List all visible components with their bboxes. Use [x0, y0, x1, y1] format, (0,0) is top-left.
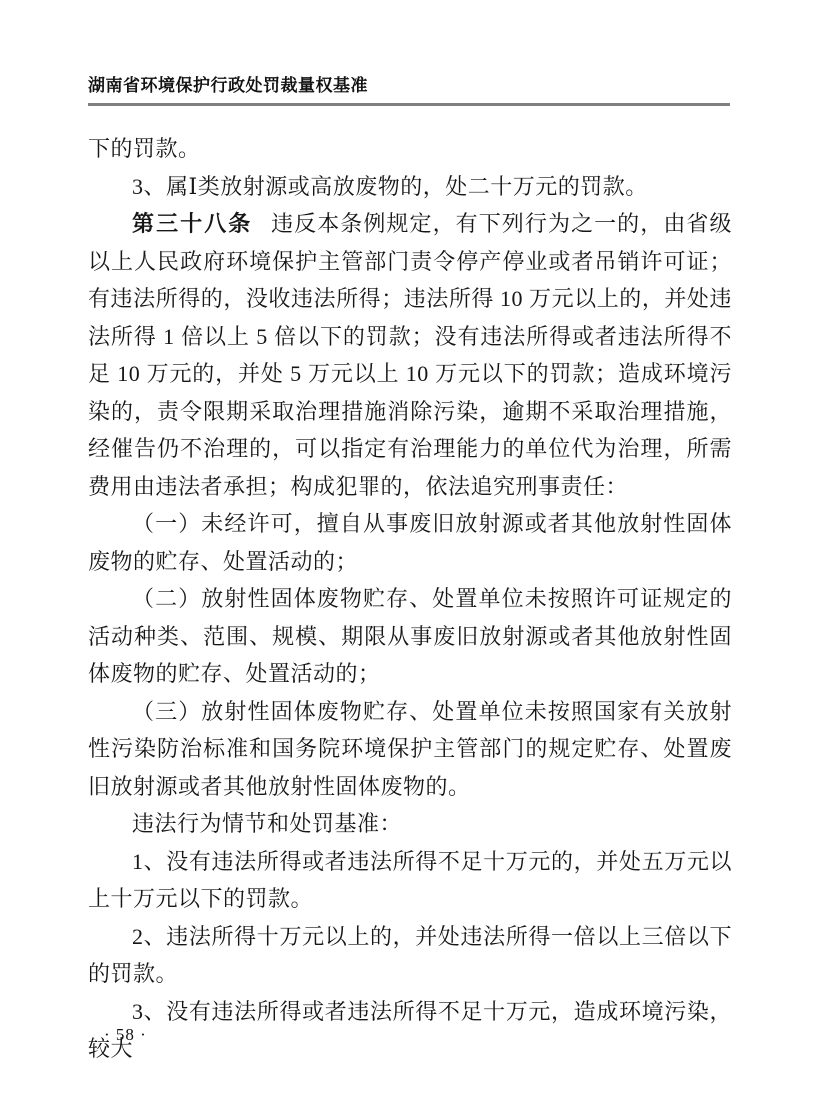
paragraph-penalty-item-2: 2、违法所得十万元以上的，并处违法所得一倍以上三倍以下的罚款。 — [88, 923, 732, 986]
article-38-text: 违反本条例规定，有下列行为之一的，由省级以上人民政府环境保护主管部门责令停产停业或者吊销许可证；有违法所得的，没收违法所得；违法所得 10 万元以上的，并处违法所得 1 倍以上 5 倍以下的罚款；没有违法所得或者违法所得不足 10 万元的，并处 5 万元以上 10 万元以下的罚款；造成环境污染的，责令限期采取治理措施消除污染，逾期不采取治理措施，经催告仍不治理的，可以指定有治理能力的单位代为治理，所需费用由违法者承担；构成犯罪的，依法追究刑事责任： — [88, 211, 732, 499]
paragraph-continuation: 下的罚款。 — [88, 136, 201, 161]
paragraph-penalty-item-3: 3、没有违法所得或者违法所得不足十万元，造成环境污染，较大 — [88, 998, 732, 1061]
document-title: 湖南省环境保护行政处罚裁量权基准 — [88, 76, 368, 95]
paragraph-clause-3: （三）放射性固体废物贮存、处置单位未按照国家有关放射性污染防治标准和国务院环境保护主管部门的规定贮存、处置废旧放射源或者其他放射性固体废物的。 — [88, 698, 732, 799]
page-number: · 58 · — [104, 1025, 147, 1044]
paragraph-clause-2: （二）放射性固体废物贮存、处置单位未按照许可证规定的活动种类、范围、规模、期限从事废旧放射源或者其他放射性固体废物的贮存、处置活动的； — [88, 586, 732, 686]
paragraph-penalty-heading: 违法行为情节和处罚基准： — [132, 811, 403, 836]
paragraph-penalty-item-1: 1、没有违法所得或者违法所得不足十万元的，并处五万元以上十万元以下的罚款。 — [88, 848, 732, 911]
paragraph-article-38 — [88, 205, 732, 505]
running-header — [88, 76, 730, 106]
paragraph-clause-1: （一）未经许可，擅自从事废旧放射源或者其他放射性固体废物的贮存、处置活动的； — [88, 511, 732, 574]
paragraph-item-3-prev-article: 3、属Ⅰ类放射源或高放废物的，处二十万元的罚款。 — [132, 173, 648, 199]
document-body — [88, 130, 732, 1068]
article-number-label: 第三十八条 — [132, 211, 253, 236]
